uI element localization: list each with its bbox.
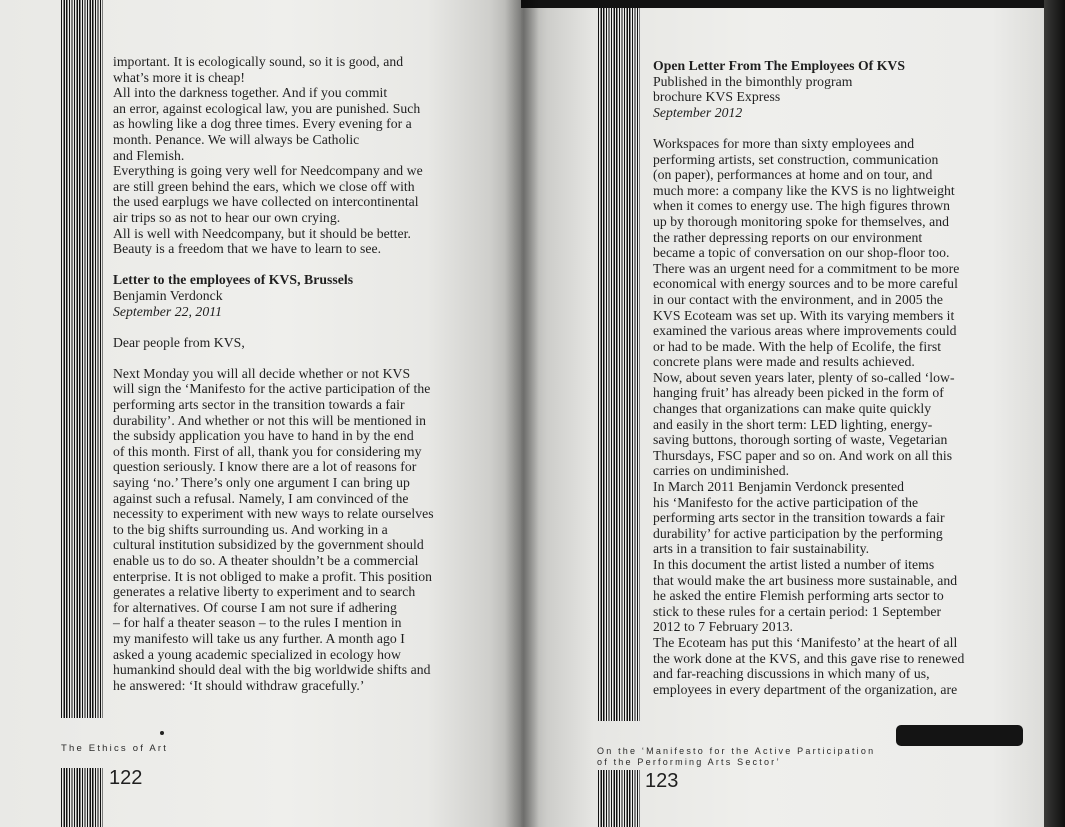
text-line: will sign the ‘Manifesto for the active participation of the	[113, 381, 431, 397]
text-line: (on paper), performances at home and on tour, and	[653, 167, 933, 183]
letter-author: Benjamin Verdonck	[113, 287, 223, 303]
stripe-bar-right-bottom	[598, 770, 640, 827]
page-edge-shadow	[1044, 0, 1065, 827]
text-line: carries on undiminished.	[653, 463, 790, 479]
text-line: Thursdays, FSC paper and so on. And work on all this	[653, 447, 953, 463]
text-line: concrete plans were made and results achieved.	[653, 354, 915, 370]
publication-line: Published in the bimonthly program	[653, 73, 853, 89]
text-line: In this document the artist listed a number of items	[653, 557, 935, 572]
ink-speck	[160, 731, 164, 735]
text-line: enterprise. It is not obliged to make a profit. This position	[113, 568, 433, 584]
text-line: in our contact with the environment, and in 2005 the	[653, 291, 943, 307]
letter-date: September 22, 2011	[113, 303, 222, 319]
text-line: hanging fruit’ has already been picked in the form of	[653, 385, 944, 401]
text-line: examined the various areas where improvements could	[653, 323, 957, 339]
footer-line: On the ‘Manifesto for the Active Participation	[597, 746, 876, 756]
text-line: stick to these rules for a certain period: 1 September	[653, 603, 942, 619]
text-line: as howling like a dog three times. Every evening for a	[113, 116, 412, 132]
text-line: Beauty is a freedom that we have to learn to see.	[113, 241, 382, 257]
stripe-bar-right-top	[598, 8, 640, 721]
text-line: performing arts sector in the transition towards a fair	[653, 510, 945, 526]
text-line: and far-reaching discussions in which many of us,	[653, 666, 930, 682]
text-line: question seriously. I know there are a lot of reasons for	[113, 459, 417, 475]
text-line: In March 2011 Benjamin Verdonck presented	[653, 479, 905, 495]
left-page-footer: The Ethics of Art	[61, 743, 169, 754]
text-line: or had to be made. With the help of Ecolife, the first	[653, 338, 942, 354]
text-line: All into the darkness together. And if you commit	[113, 85, 388, 101]
right-page-top-edge	[521, 0, 1065, 8]
text-line: arts in a transition to fair sustainability.	[653, 541, 870, 557]
text-line: durability’ for active participation by the performing	[653, 525, 943, 541]
article-title: Open Letter From The Employees Of KVS	[653, 58, 906, 73]
text-line: Everything is going very well for Needcompany and we	[113, 163, 423, 179]
text-line: performing artists, set construction, communication	[653, 151, 939, 167]
text-line: and Flemish.	[113, 147, 185, 163]
text-line: 2012 to 7 February 2013.	[653, 619, 793, 635]
text-line: month. Penance. We will always be Catholic	[113, 131, 360, 147]
article-date: September 2012	[653, 104, 743, 120]
text-line: generates a relative liberty to experiment and to search	[113, 584, 416, 600]
text-line: Now, about seven years later, plenty of so-called ‘low-	[653, 369, 955, 385]
text-line: are still green behind the ears, which we close off with	[113, 178, 415, 194]
text-line: important. It is ecologically sound, so it is good, and	[113, 54, 404, 69]
text-line: Workspaces for more than sixty employees and	[653, 135, 915, 151]
text-line: the work done at the KVS, and this gave rise to renewed	[653, 650, 965, 666]
text-line: necessity to experiment with new ways to relate ourselves	[113, 506, 434, 522]
text-line: All is well with Needcompany, but it should be better.	[113, 225, 411, 241]
text-line: – for half a theater season – to the rules I mention in	[113, 615, 402, 631]
text-line: the subsidy application you have to hand in by the end	[113, 428, 414, 444]
right-page-number: 123	[645, 770, 679, 792]
stripe-bar-left-top	[61, 0, 103, 718]
text-line: Next Monday you will all decide whether or not KVS	[113, 365, 411, 381]
text-line: to the big shifts surrounding us. And working in a	[113, 521, 388, 537]
text-line: against such a refusal. Namely, I am convinced of the	[113, 490, 409, 506]
text-line: became a topic of conversation on our shop-floor too.	[653, 245, 950, 261]
text-line: that would make the art business more sustainable, and	[653, 572, 958, 588]
left-page-number: 122	[109, 767, 143, 789]
text-line: changes that organizations can make quite quickly	[653, 401, 932, 417]
text-line: he asked the entire Flemish performing arts sector to	[653, 588, 944, 604]
text-line: asked a young academic specialized in ecology how	[113, 646, 401, 662]
book-spine	[505, 0, 539, 827]
text-line: performing arts sector in the transition towards a fair	[113, 397, 405, 413]
stripe-bar-left-bottom	[61, 768, 103, 827]
left-page-text	[113, 54, 434, 693]
letter-title: Letter to the employees of KVS, Brussels	[113, 272, 354, 288]
text-line: enable us to do so. A theater shouldn’t be a commercial	[113, 553, 419, 568]
text-line: economical with energy sources and to be more careful	[653, 276, 958, 292]
text-line: cultural institution subsidized by the government should	[113, 537, 424, 553]
text-line: my manifesto will take us any further. A month ago I	[113, 630, 405, 646]
text-line: up by thorough monitoring spoke for themselves, and	[653, 213, 950, 229]
text-line: durability’. And whether or not this will be mentioned in	[113, 412, 427, 428]
text-line: saving buttons, thorough sorting of waste, Vegetarian	[653, 432, 948, 448]
redaction-bar	[896, 725, 1023, 746]
text-line: The Ecoteam has put this ‘Manifesto’ at the heart of all	[653, 634, 958, 650]
text-line: There was an urgent need for a commitment to be more	[653, 260, 960, 276]
text-line: saying ‘no.’ There’s only one argument I can bring up	[113, 475, 410, 491]
text-line: employees in every department of the organization, are	[653, 681, 958, 697]
text-line: the used earplugs we have collected on intercontinental	[113, 194, 419, 210]
salutation: Dear people from KVS,	[113, 334, 245, 350]
text-line: his ‘Manifesto for the active participation of the	[653, 494, 919, 510]
text-line: he answered: ‘It should withdraw gracefully.’	[113, 677, 365, 693]
text-line: much more: a company like the KVS is no lightweight	[653, 182, 955, 198]
text-line: an error, against ecological law, you are punished. Such	[113, 100, 421, 116]
text-line: of this month. First of all, thank you for considering my	[113, 443, 422, 459]
text-line: air trips so as not to hear our own crying.	[113, 209, 341, 225]
text-line: and easily in the short term: LED lighting, energy-	[653, 416, 933, 432]
text-line: humankind should deal with the big worldwide shifts and	[113, 662, 431, 678]
text-line: when it comes to energy use. The high figures thrown	[653, 198, 951, 214]
text-line: the rather depressing reports on our environment	[653, 229, 923, 245]
text-line: for alternatives. Of course I am not sure if adhering	[113, 599, 397, 615]
footer-line: of the Performing Arts Sector’	[597, 757, 781, 767]
right-page-text	[653, 58, 964, 697]
text-line: what’s more it is cheap!	[113, 69, 245, 85]
text-line: KVS Ecoteam was set up. With its varying members it	[653, 307, 955, 323]
publication-line: brochure KVS Express	[653, 89, 781, 105]
right-page-footer	[597, 746, 875, 768]
